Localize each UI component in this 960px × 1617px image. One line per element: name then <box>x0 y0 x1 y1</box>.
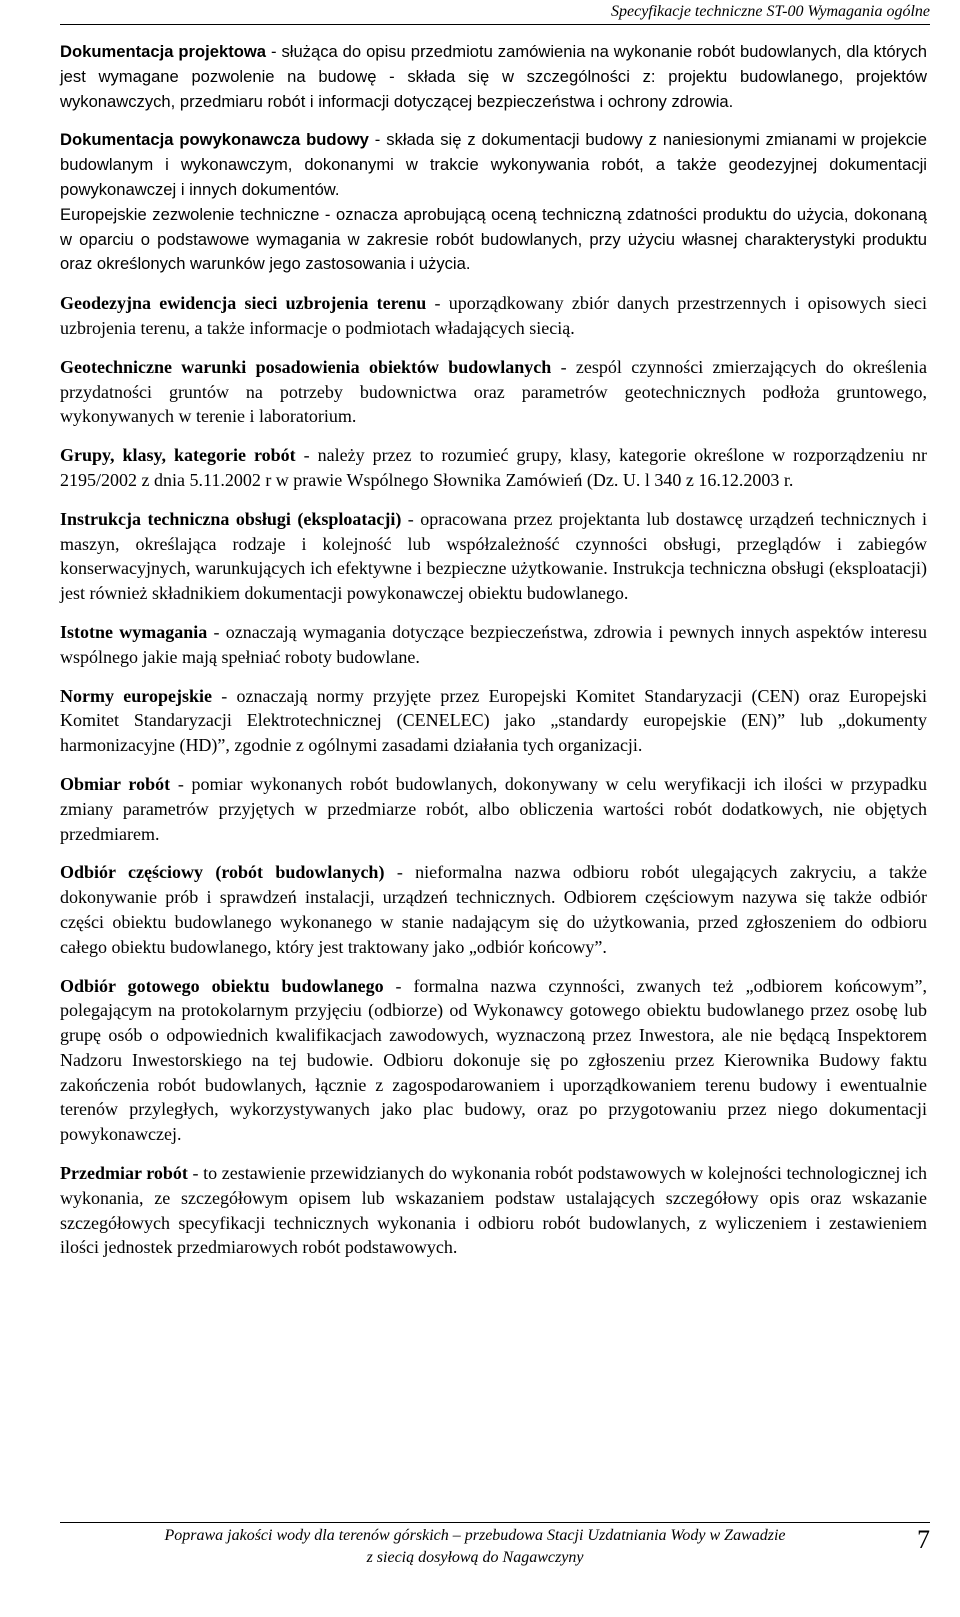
definition-text: - służąca do opisu przedmiotu zamówienia na wykonanie robót budowlanych, dla których jest wymagane pozwolenie na budowę - składa się w szczególności z: projektu budowlanego, projektów wykonawczych, przedmiaru robót i informacji dotyczącej bezpieczeństwa i ochrony zdrowia. <box>60 42 928 111</box>
definition-text: - uporządkowany zbiór danych przestrzennych i opisowych sieci uzbrojenia terenu, a także informacje o podmiotach władających siecią. <box>60 293 928 338</box>
definition-entry <box>60 291 927 341</box>
running-header <box>60 0 930 25</box>
definition-term: Dokumentacja powykonawcza budowy <box>60 130 369 150</box>
definition-entry <box>60 684 927 758</box>
definition-term: Obmiar robót <box>60 773 171 794</box>
definition-entry <box>60 860 927 959</box>
definition-entry <box>60 507 927 606</box>
definition-term: Geotechniczne warunki posadowienia obiektów budowlanych <box>60 356 552 377</box>
definition-entry <box>60 128 927 202</box>
definition-term: Istotne wymagania <box>60 621 208 642</box>
definition-entry <box>60 40 927 114</box>
footer-project-title <box>60 1525 890 1569</box>
definition-text: - nieformalna nazwa odbioru robót ulegających zakryciu, a także dokonywanie prób i sprawdzeń instalacji, urządzeń technicznych. Odbiorem częściowym nazywa się także odbiór części obiektu budowlanego wykonanego w stanie nadającym się do użytkowania, przed zgłoszeniem do odbioru całego obiektu budowlanego, który jest traktowany jako „odbiór końcowy”. <box>60 862 928 957</box>
definition-entry <box>60 974 927 1148</box>
header-title: Specyfikacje techniczne ST-00 Wymagania ogólne <box>610 3 930 20</box>
definition-text: - oznaczają wymagania dotyczące bezpieczeństwa, zdrowia i pewnych innych aspektów interesu wspólnego jakie mają spełniać roboty budowlane. <box>60 621 927 667</box>
definition-text: - składa się z dokumentacji budowy z naniesionymi zmianami w projekcie budowlanym i wykonawczym, dokonanymi w trakcie wykonywania robót, a także geodezyjnej dokumentacji powykonawczej i innych dokumentów. <box>60 130 927 199</box>
definition-text: - zespól czynności zmierzających do określenia przydatności gruntów na potrzeby budownictwa oraz parametrów geotechnicznych podłoża gruntowego, wykonywanych w terenie i laboratorium. <box>60 356 928 427</box>
definition-entry <box>60 203 927 277</box>
document-body <box>60 40 927 1274</box>
definition-entry <box>60 772 927 846</box>
definition-term: Normy europejskie <box>60 685 212 706</box>
definition-term: Instrukcja techniczna obsługi (eksploatacji) <box>60 508 402 529</box>
page-number: 7 <box>917 1525 930 1554</box>
definition-term: Geodezyjna ewidencja sieci uzbrojenia terenu <box>60 293 427 314</box>
definition-entry <box>60 355 927 429</box>
definition-text: - pomiar wykonanych robót budowlanych, dokonywany w celu weryfikacji ich ilości w przypadku zmiany parametrów przyjętych w przedmiarze robót, albo obliczenia wartości robót dodatkowych, nie objętych przedmiarem. <box>60 773 927 844</box>
page-footer <box>60 1522 930 1593</box>
definition-term: Odbiór częściowy (robót budowlanych) <box>60 862 385 883</box>
definition-text: - należy przez to rozumieć grupy, klasy, kategorie określone w rozporządzeniu nr 2195/2002 z dnia 5.11.2002 r w prawie Wspólnego Słownika Zamówień (Dz. U. l 340 z 16.12.2003 r. <box>60 445 927 490</box>
definition-text: - formalna nazwa czynności, zwanych też „odbiorem końcowym”, polegającym na protokolarnym przyjęciu (odbiorze) od Wykonawcy gotowego obiektu budowlanego przez osobę lub grupę osób o odpowiednich kwalifikacjach zawodowych, wyznaczoną przez Inwestora, ale nie będącą Inspektorem Nadzoru Inwestorskiego na tej budowie. Odbioru dokonuje się po zgłoszeniu przez Kierownika Budowy faktu zakończenia robót budowlanych, łącznie z zagospodarowaniem i uporządkowaniem terenu budowy i ewentualnie terenów przyległych, wykorzystywanych jako plac budowy, oraz po przygotowaniu przez niego dokumentacji powykonawczej. <box>60 975 927 1145</box>
definition-term: Grupy, klasy, kategorie robót <box>60 445 296 466</box>
definition-term: Dokumentacja projektowa <box>60 42 266 61</box>
definition-text: Europejskie zezwolenie techniczne - oznacza aprobującą oceną techniczną zdatności produktu do użycia, dokonaną w oparciu o podstawowe wymagania w zakresie robót budowlanych, przy użyciu własnej charakterystyki produktu oraz określonych warunków jego zastosowania i użycia. <box>60 204 927 274</box>
definition-entry <box>60 443 927 493</box>
definition-text: - oznaczają normy przyjęte przez Europejski Komitet Standaryzacji (CEN) oraz Europejski Komitet Standaryzacji Elektrotechnicznej (CENELEC) jako „standardy europejskie (EN)” lub „dokumenty harmonizacyjne (HD)”, zgodnie z ogólnymi zasadami działania tych organizacji. <box>60 685 927 756</box>
definition-text: - to zestawienie przewidzianych do wykonania robót podstawowych w kolejności technologicznej ich wykonania, ze szczegółowym opisem lub wskazaniem podstaw ustalających szczegółowy opis oraz wskazanie szczegółowych specyfikacji technicznych wykonania i odbioru robót budowlanych, z wyliczeniem i zestawieniem ilości jednostek przedmiarowych robót podstawowych. <box>60 1163 927 1258</box>
definition-term: Przedmiar robót <box>60 1163 188 1184</box>
definition-text: - opracowana przez projektanta lub dostawcę urządzeń technicznych i maszyn, określająca rodzaje i kolejność lub współzależność czynności obsługi, przeglądów i zabiegów konserwacyjnych, warunkujących ich efektywne i bezpieczne użytkowanie. Instrukcja techniczna obsługi (eksploatacji) jest również składnikiem dokumentacji powykonawczej obiektu budowlanego. <box>60 508 927 604</box>
footer-line-1: Poprawa jakości wody dla terenów górskich – przebudowa Stacji Uzdatniania Wody w Zawadzie <box>164 1527 786 1544</box>
definition-entry <box>60 1161 927 1260</box>
definition-term: Odbiór gotowego obiektu budowlanego <box>60 975 384 996</box>
footer-line-2: z siecią dosyłową do Nagawczyny <box>366 1549 584 1566</box>
definition-entry <box>60 620 927 670</box>
